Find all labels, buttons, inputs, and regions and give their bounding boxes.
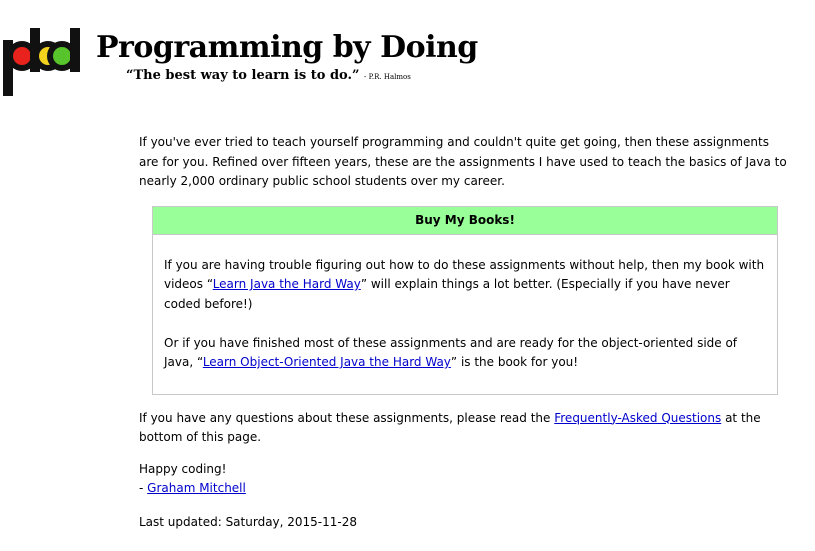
signoff: [139, 460, 789, 499]
tagline: [126, 68, 411, 83]
books-paragraph-2: [164, 334, 766, 373]
learn-oo-java-hard-way-link[interactable]: Learn Object-Oriented Java the Hard Way: [202, 355, 451, 369]
tagline-attribution: - P.R. Halmos: [364, 73, 411, 81]
faq-link[interactable]: Frequently-Asked Questions: [554, 410, 722, 425]
books-p2-text-before: Or if you have finished most of these assignments and are ready for the object-oriented side of Java, “: [164, 335, 738, 369]
signoff-dash: -: [139, 481, 148, 495]
pbd-logo: [0, 28, 80, 98]
books-paragraph-1: [164, 256, 766, 315]
signoff-greeting: Happy coding!: [139, 461, 227, 476]
main-content: [139, 133, 789, 532]
books-p1-text-before: If you are having trouble figuring out how to do these assignments without help, then my book with videos “: [164, 257, 765, 291]
site-title: Programming by Doing: [96, 30, 478, 65]
faq-text-before: If you have any questions about these assignments, please read the: [139, 410, 555, 425]
faq-paragraph: [139, 409, 789, 448]
books-header: Buy My Books!: [153, 207, 777, 235]
books-p1-text-after: ” will explain things a lot better. (Especially if you have never coded before!): [164, 277, 730, 311]
tagline-quote: “The best way to learn is to do.”: [126, 68, 360, 83]
books-body: [153, 235, 777, 394]
learn-java-hard-way-link[interactable]: Learn Java the Hard Way: [212, 277, 361, 291]
faq-text-after: at the bottom of this page.: [139, 410, 761, 444]
last-updated: Last updated: Saturday, 2015-11-28: [139, 514, 358, 529]
author-link[interactable]: Graham Mitchell: [147, 481, 246, 495]
intro-paragraph: If you've ever tried to teach yourself programming and couldn't quite get going, then these assignments are for you. Refined over fifteen years, these are the assignments I have used to teach the basics of Java to nearly 2,000 ordinary public school students over my career.: [139, 135, 787, 188]
books-p2-text-after: ” is the book for you!: [450, 355, 579, 369]
books-box: [152, 206, 778, 395]
logo-letter-d: [47, 28, 80, 72]
